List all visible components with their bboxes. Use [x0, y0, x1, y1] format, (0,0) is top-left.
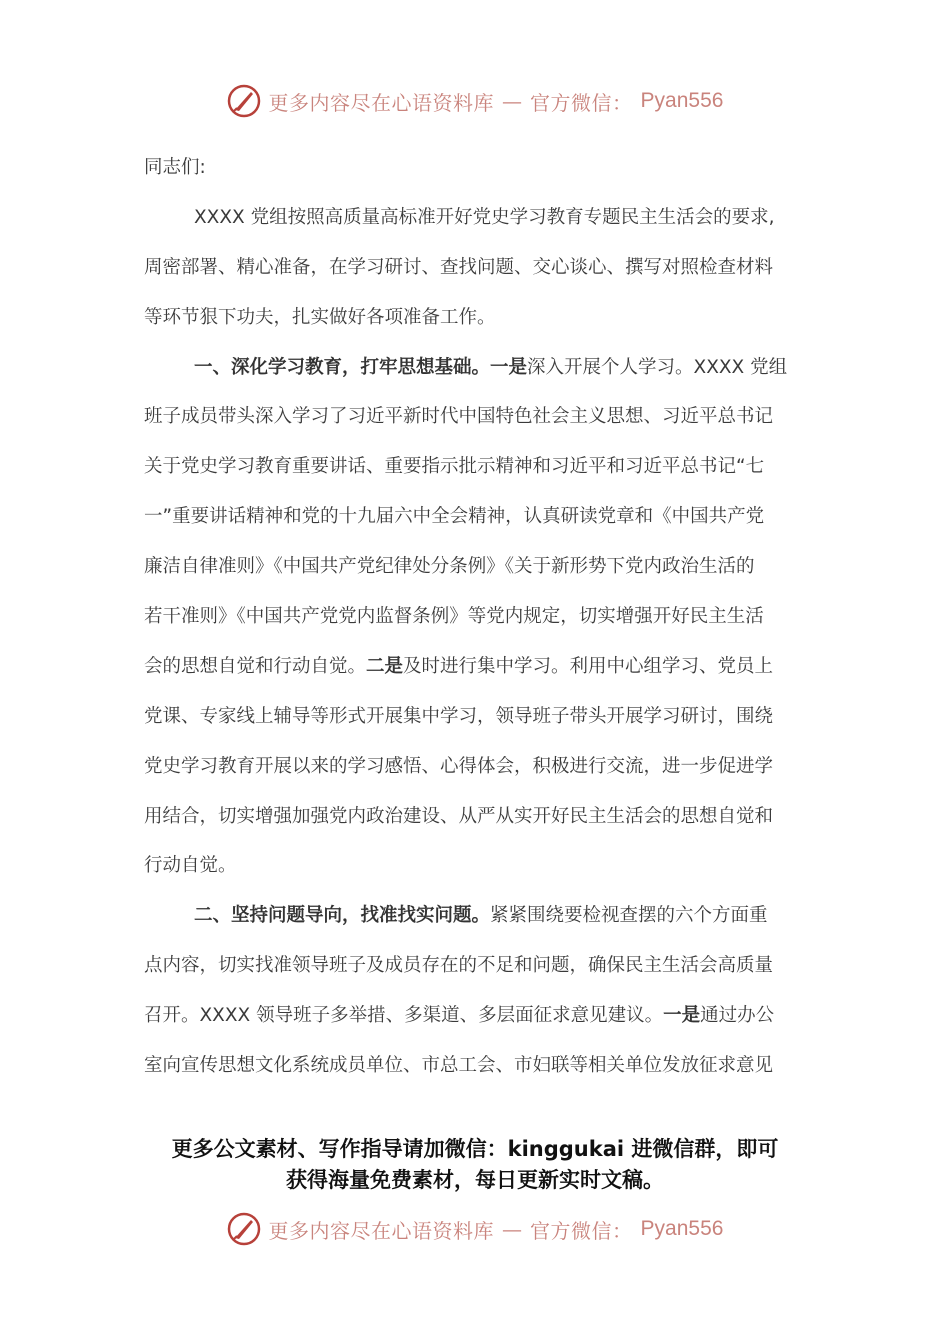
quill-logo-icon [227, 84, 261, 118]
text-segment: 廉洁自律准则》《中国共产党纪律处分条例》《关于新形势下党内政治生活的 [144, 556, 755, 578]
text-segment: 召开。XXXX 领导班子多举措、多渠道、多层面征求意见建议。 [144, 1005, 664, 1027]
text-line [144, 293, 806, 343]
text-segment: 等环节狠下功夫，扎实做好各项准备工作。 [144, 306, 496, 328]
text-segment: 室向宣传思想文化系统成员单位、市总工会、市妇联等相关单位发放征求意见 [144, 1055, 774, 1077]
text-line [144, 243, 806, 293]
watermark-separator: — [502, 89, 523, 113]
quill-logo-icon [227, 1212, 261, 1246]
text-segment: XXXX 党组按照高质量高标准开好党史学习教育专题民主生活会的要求, [194, 206, 775, 228]
footer-note-line-2: 获得海量免费素材，每日更新实时文稿。 [286, 1168, 664, 1192]
text-segment: 紧紧围绕要检视查摆的六个方面重 [490, 905, 768, 927]
bold-text-segment: 二、坚持问题导向，找准找实问题。 [194, 905, 491, 927]
watermark-suffix: 官方微信： [530, 90, 633, 115]
text-line [144, 592, 806, 642]
text-line [144, 1041, 806, 1091]
header-watermark [0, 84, 950, 118]
watermark-text: 更多内容尽在心语资料库 [268, 1218, 495, 1243]
text-line [144, 193, 806, 243]
watermark-suffix: 官方微信： [530, 1218, 633, 1243]
bold-text-segment: 二是 [366, 655, 404, 677]
text-segment: 关于党史学习教育重要讲话、重要指示批示精神和习近平和习近平总书记“七 [144, 456, 765, 478]
text-line [144, 941, 806, 991]
footer-watermark [0, 1212, 950, 1246]
watermark-text: 更多内容尽在心语资料库 [268, 90, 495, 115]
bold-text-segment: 一是 [490, 356, 528, 378]
text-line [144, 392, 806, 442]
document-body [144, 143, 806, 1091]
text-segment: 及时进行集中学习。利用中心组学习、党员上 [403, 655, 774, 677]
text-line [144, 841, 806, 891]
bold-text-segment: 一、深化学习教育，打牢思想基础。 [194, 356, 491, 378]
paragraph-lines [144, 193, 806, 1091]
text-segment: 若干准则》《中国共产党党内监督条例》等党内规定，切实增强开好民主生活 [144, 606, 764, 628]
text-line [144, 642, 806, 692]
text-line [144, 542, 806, 592]
watermark-separator: — [502, 1217, 523, 1241]
text-segment: 一”重要讲话精神和党的十九届六中全会精神，认真研读党章和《中国共产党 [144, 506, 765, 528]
text-segment: 党史学习教育开展以来的学习感悟、心得体会，积极进行交流，进一步促进学 [144, 755, 774, 777]
text-segment: 班子成员带头深入学习了习近平新时代中国特色社会主义思想、习近平总书记 [144, 406, 774, 428]
text-line [144, 442, 806, 492]
text-segment: 点内容，切实找准领导班子及成员存在的不足和问题，确保民主生活会高质量 [144, 955, 774, 977]
text-segment: 会的思想自觉和行动自觉。 [144, 655, 367, 677]
text-line [144, 492, 806, 542]
greeting: 同志们: [144, 157, 206, 178]
text-line [144, 692, 806, 742]
text-segment: 通过办公 [700, 1005, 775, 1027]
watermark-wechat-id: Pyan556 [640, 1217, 724, 1240]
text-line [144, 742, 806, 792]
text-line [144, 891, 806, 941]
watermark-wechat-id: Pyan556 [640, 89, 724, 112]
text-segment: 用结合，切实增强加强党内政治建设、从严从实开好民主生活会的思想自觉和 [144, 805, 774, 827]
text-segment: 周密部署、精心准备，在学习研讨、查找问题、交心谈心、撰写对照检查材料 [144, 256, 774, 278]
bold-text-segment: 一是 [663, 1005, 701, 1027]
text-line [144, 792, 806, 842]
text-segment: 行动自觉。 [144, 855, 237, 877]
text-segment: 党课、专家线上辅导等形式开展集中学习，领导班子带头开展学习研讨，围绕 [144, 705, 774, 727]
footer-note-line-1: 更多公文素材、写作指导请加微信：kinggukai 进微信群，即可 [171, 1137, 779, 1161]
text-line [144, 343, 806, 393]
text-segment: 深入开展个人学习。XXXX 党组 [527, 356, 788, 378]
footer-note [0, 1134, 950, 1196]
text-line [144, 991, 806, 1041]
